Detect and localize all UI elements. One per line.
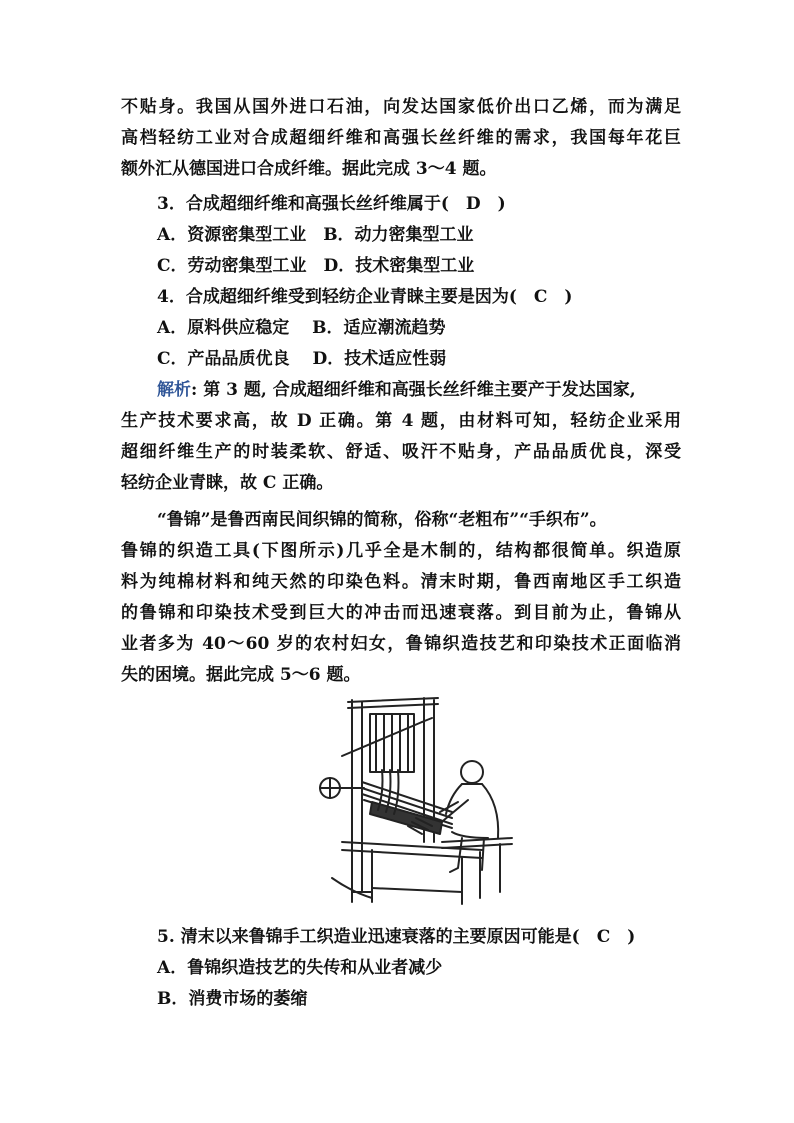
intro-line-2: 高档轻纺工业对合成超细纤维和高强长丝纤维的需求，我国每年花巨: [121, 128, 681, 148]
loom-illustration: [312, 692, 520, 910]
question-4-stem: 4．合成超细纤维受到轻纺企业青睐主要是因为( C ): [157, 287, 573, 307]
intro-line-3: 额外汇从德国进口合成纤维。据此完成 3～4 题。: [121, 159, 497, 179]
question-5-option-a: A．鲁锦织造技艺的失传和从业者减少: [157, 958, 443, 978]
analysis-line-2: 生产技术要求高，故 D 正确。第 4 题，由材料可知，轻纺企业采用: [121, 411, 681, 431]
analysis-line-3: 超细纤维生产的时装柔软、舒适、吸汗不贴身，产品品质优良，深受: [121, 442, 681, 462]
question-4-options-ab: A．原料供应稳定 B．适应潮流趋势: [157, 318, 446, 338]
question-5-stem: 5. 清末以来鲁锦手工织造业迅速衰落的主要原因可能是( C ): [157, 927, 636, 947]
passage-line-4: 的鲁锦和印染技术受到巨大的冲击而迅速衰落。到目前为止，鲁锦从: [121, 603, 681, 623]
passage-line-6: 失的困境。据此完成 5～6 题。: [121, 665, 361, 685]
question-3-options-ab: A．资源密集型工业 B．动力密集型工业: [157, 225, 474, 245]
question-3-stem: 3．合成超细纤维和高强长丝纤维属于( D ): [157, 194, 506, 214]
question-5-option-b: B．消费市场的萎缩: [157, 989, 308, 1009]
intro-line-1: 不贴身。我国从国外进口石油，向发达国家低价出口乙烯，而为满足: [121, 97, 681, 117]
analysis-text-1: : 第 3 题, 合成超细纤维和高强长丝纤维主要产于发达国家,: [191, 380, 636, 400]
analysis-line-1: [157, 379, 681, 401]
passage-line-3: 料为纯棉材料和纯天然的印染色料。清末时期，鲁西南地区手工织造: [121, 572, 681, 592]
passage-line-5: 业者多为 40～60 岁的农村妇女，鲁锦织造技艺和印染技术正面临消: [121, 634, 681, 654]
analysis-line-4: 轻纺企业青睐，故 C 正确。: [121, 473, 334, 493]
question-3-options-cd: C．劳动密集型工业 D．技术密集型工业: [157, 256, 475, 276]
analysis-label: 解析: [157, 380, 191, 400]
passage-line-2: 鲁锦的织造工具(下图所示)几乎全是木制的，结构都很简单。织造原: [121, 541, 681, 561]
question-4-options-cd: C．产品品质优良 D．技术适应性弱: [157, 349, 447, 369]
passage-line-1: “鲁锦”是鲁西南民间织锦的简称，俗称“老粗布”“手织布”。: [157, 510, 607, 530]
